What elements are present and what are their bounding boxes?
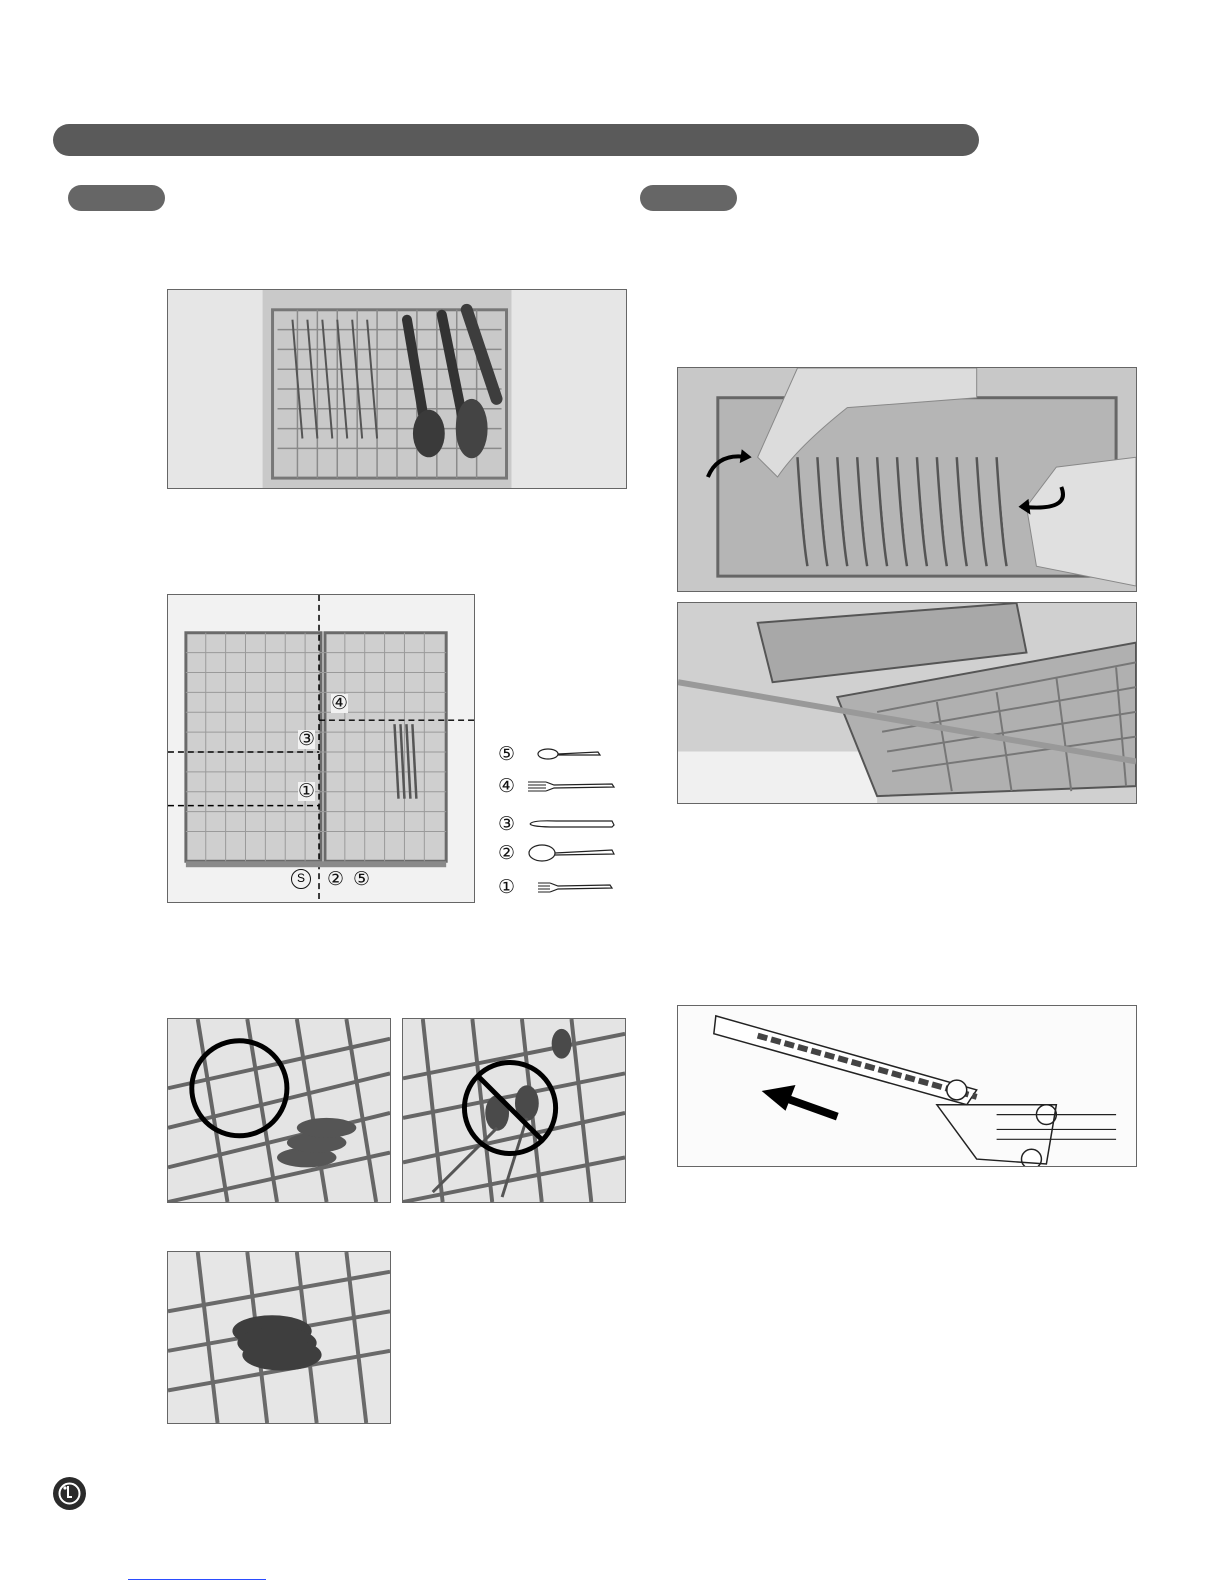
legend-row-knife: [498, 813, 618, 839]
legend-label: ⑤: [498, 743, 516, 765]
tablespoon-icon: [526, 842, 616, 864]
cutlery-legend: [498, 743, 618, 903]
legend-row-dinner-fork: [498, 775, 618, 801]
knife-icon: [526, 813, 616, 835]
incorrect-placement-photo: [402, 1018, 626, 1203]
legend-row-teaspoon: [498, 743, 618, 769]
legend-label: ③: [498, 813, 516, 835]
lg-logo-icon: [53, 1477, 86, 1510]
label-1: ①: [298, 780, 316, 802]
label-s: S: [291, 869, 311, 889]
teaspoon-icon: [526, 743, 606, 765]
left-section-label-pill: [68, 185, 165, 211]
label-5: ⑤: [353, 868, 371, 890]
legend-label: ②: [498, 842, 516, 864]
section-header-bar: [53, 124, 979, 156]
fold-tines-photo: [677, 367, 1137, 592]
right-section-label-pill: [640, 185, 737, 211]
label-3: ③: [298, 728, 316, 750]
rail-removal-diagram: [677, 1005, 1137, 1167]
legend-label: ④: [498, 775, 516, 797]
correct-placement-photo: [167, 1018, 391, 1203]
footer-link-underline[interactable]: [128, 1579, 266, 1580]
legend-label: ①: [498, 876, 516, 898]
dinner-fork-icon: [526, 775, 616, 797]
legend-row-tablespoon: [498, 842, 618, 868]
cutlery-basket-photo: [167, 289, 627, 489]
label-4: ④: [331, 692, 349, 714]
tines-folded-photo: [677, 602, 1137, 804]
label-2: ②: [327, 868, 345, 890]
cutlery-loading-diagram: [167, 594, 475, 903]
salad-fork-icon: [526, 876, 616, 898]
nested-spoons-photo: [167, 1251, 391, 1424]
legend-row-salad-fork: [498, 876, 618, 902]
